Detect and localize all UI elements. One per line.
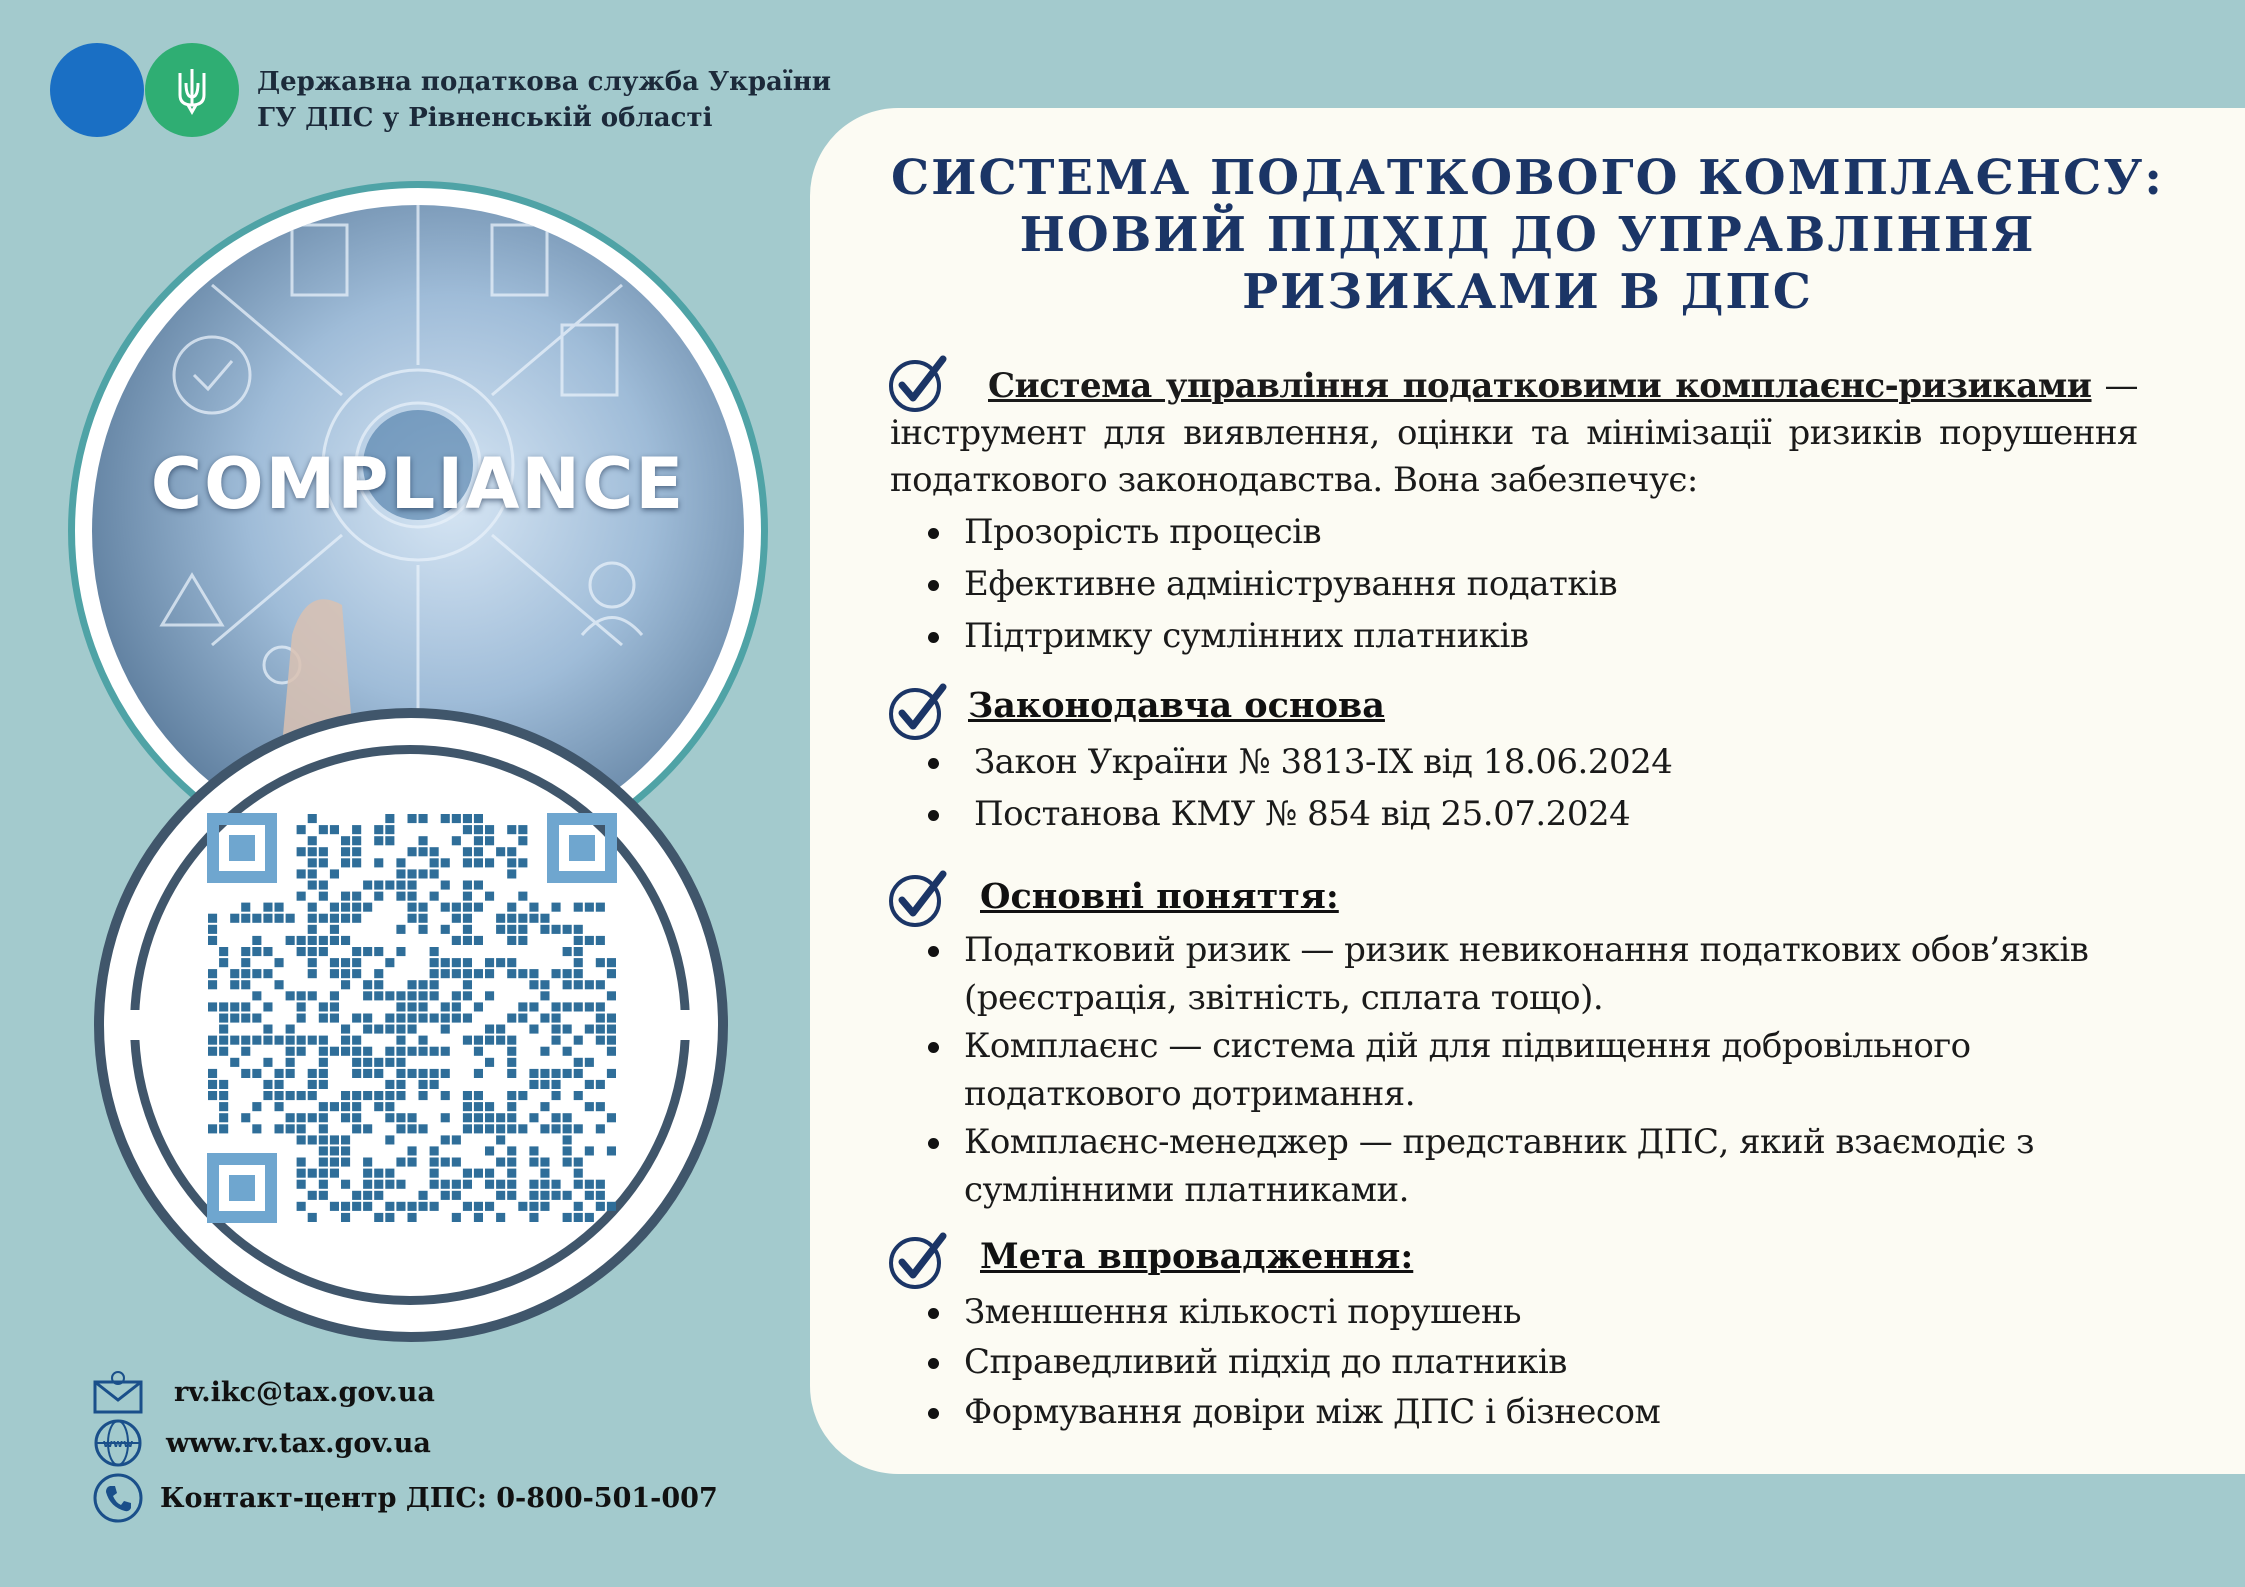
contact-phone[interactable]: Контакт-центр ДПС: 0-800-501-007 — [160, 1482, 718, 1514]
check-circle-icon — [888, 683, 948, 741]
list-item: Справедливий підхід до платників — [920, 1338, 1660, 1386]
contact-phone-row[interactable] — [92, 1472, 718, 1524]
mail-icon — [92, 1370, 144, 1414]
list-item: Комплаєнс — система дій для підвищення добровільного податкового дотримання. — [920, 1022, 2140, 1118]
www-globe-icon — [92, 1418, 144, 1468]
page-title — [810, 150, 2245, 321]
section2-heading: Законодавча основа — [968, 685, 1385, 726]
svg-text:www: www — [102, 1437, 134, 1450]
list-item: Прозорість процесів — [920, 508, 1617, 556]
section1-text: — інструмент для виявлення, оцінки та мінімізації ризиків порушення податкового законодавства. Вона забезпечує: — [890, 366, 2138, 500]
section3-heading: Основні поняття: — [980, 876, 1339, 917]
list-item: Підтримку сумлінних платників — [920, 612, 1617, 660]
section4-list — [920, 1288, 1660, 1436]
list-item: Постанова КМУ № 854 від 25.07.2024 — [920, 790, 1672, 838]
section1-list — [920, 508, 1617, 660]
list-item: Комплаєнс-менеджер — представник ДПС, який взаємодіє з сумлінними платниками. — [920, 1118, 2140, 1214]
title-line-1: СИСТЕМА ПОДАТКОВОГО КОМПЛАЄНСУ: — [890, 150, 2165, 206]
contact-email[interactable]: rv.ikc@tax.gov.ua — [174, 1376, 435, 1408]
list-item: Зменшення кількості порушень — [920, 1288, 1660, 1336]
qr-ring-gap-left — [125, 1010, 145, 1040]
section2-list — [920, 738, 1672, 838]
list-item: Закон України № 3813-IX від 18.06.2024 — [920, 738, 1672, 786]
check-circle-icon — [888, 1232, 948, 1290]
hero-compliance-word: COMPLIANCE — [150, 443, 686, 525]
org-line-1: Державна податкова служба України — [257, 67, 832, 97]
list-item: Ефективне адміністрування податків — [920, 560, 1617, 608]
title-line-3: РИЗИКАМИ В ДПС — [1242, 264, 1813, 320]
trident-emblem — [172, 65, 212, 115]
check-circle-icon — [888, 870, 948, 928]
title-line-2: НОВИЙ ПІДХІД ДО УПРАВЛІННЯ — [1019, 207, 2036, 263]
section1-lead: Система управління податковими комплаєнс-ризиками — [988, 366, 2092, 406]
logo-circle-blue — [50, 43, 144, 137]
qr-code[interactable] — [207, 813, 617, 1223]
section4-heading: Мета впровадження: — [980, 1236, 1414, 1277]
contact-email-row[interactable] — [92, 1370, 435, 1414]
qr-ring-gap-right — [675, 1010, 695, 1040]
contact-website[interactable]: www.rv.tax.gov.ua — [166, 1427, 431, 1459]
list-item: Податковий ризик — ризик невиконання податкових обов’язків (реєстрація, звітність, сплата тощо). — [920, 926, 2140, 1022]
section3-list — [920, 926, 2140, 1214]
logo-circle-green — [145, 43, 239, 137]
org-line-2: ГУ ДПС у Рівненській області — [257, 103, 713, 133]
organization-name — [257, 64, 831, 136]
phone-icon — [92, 1472, 144, 1524]
contact-website-row[interactable] — [92, 1418, 431, 1468]
list-item: Формування довіри між ДПС і бізнесом — [920, 1388, 1660, 1436]
section1-paragraph — [890, 363, 2138, 504]
